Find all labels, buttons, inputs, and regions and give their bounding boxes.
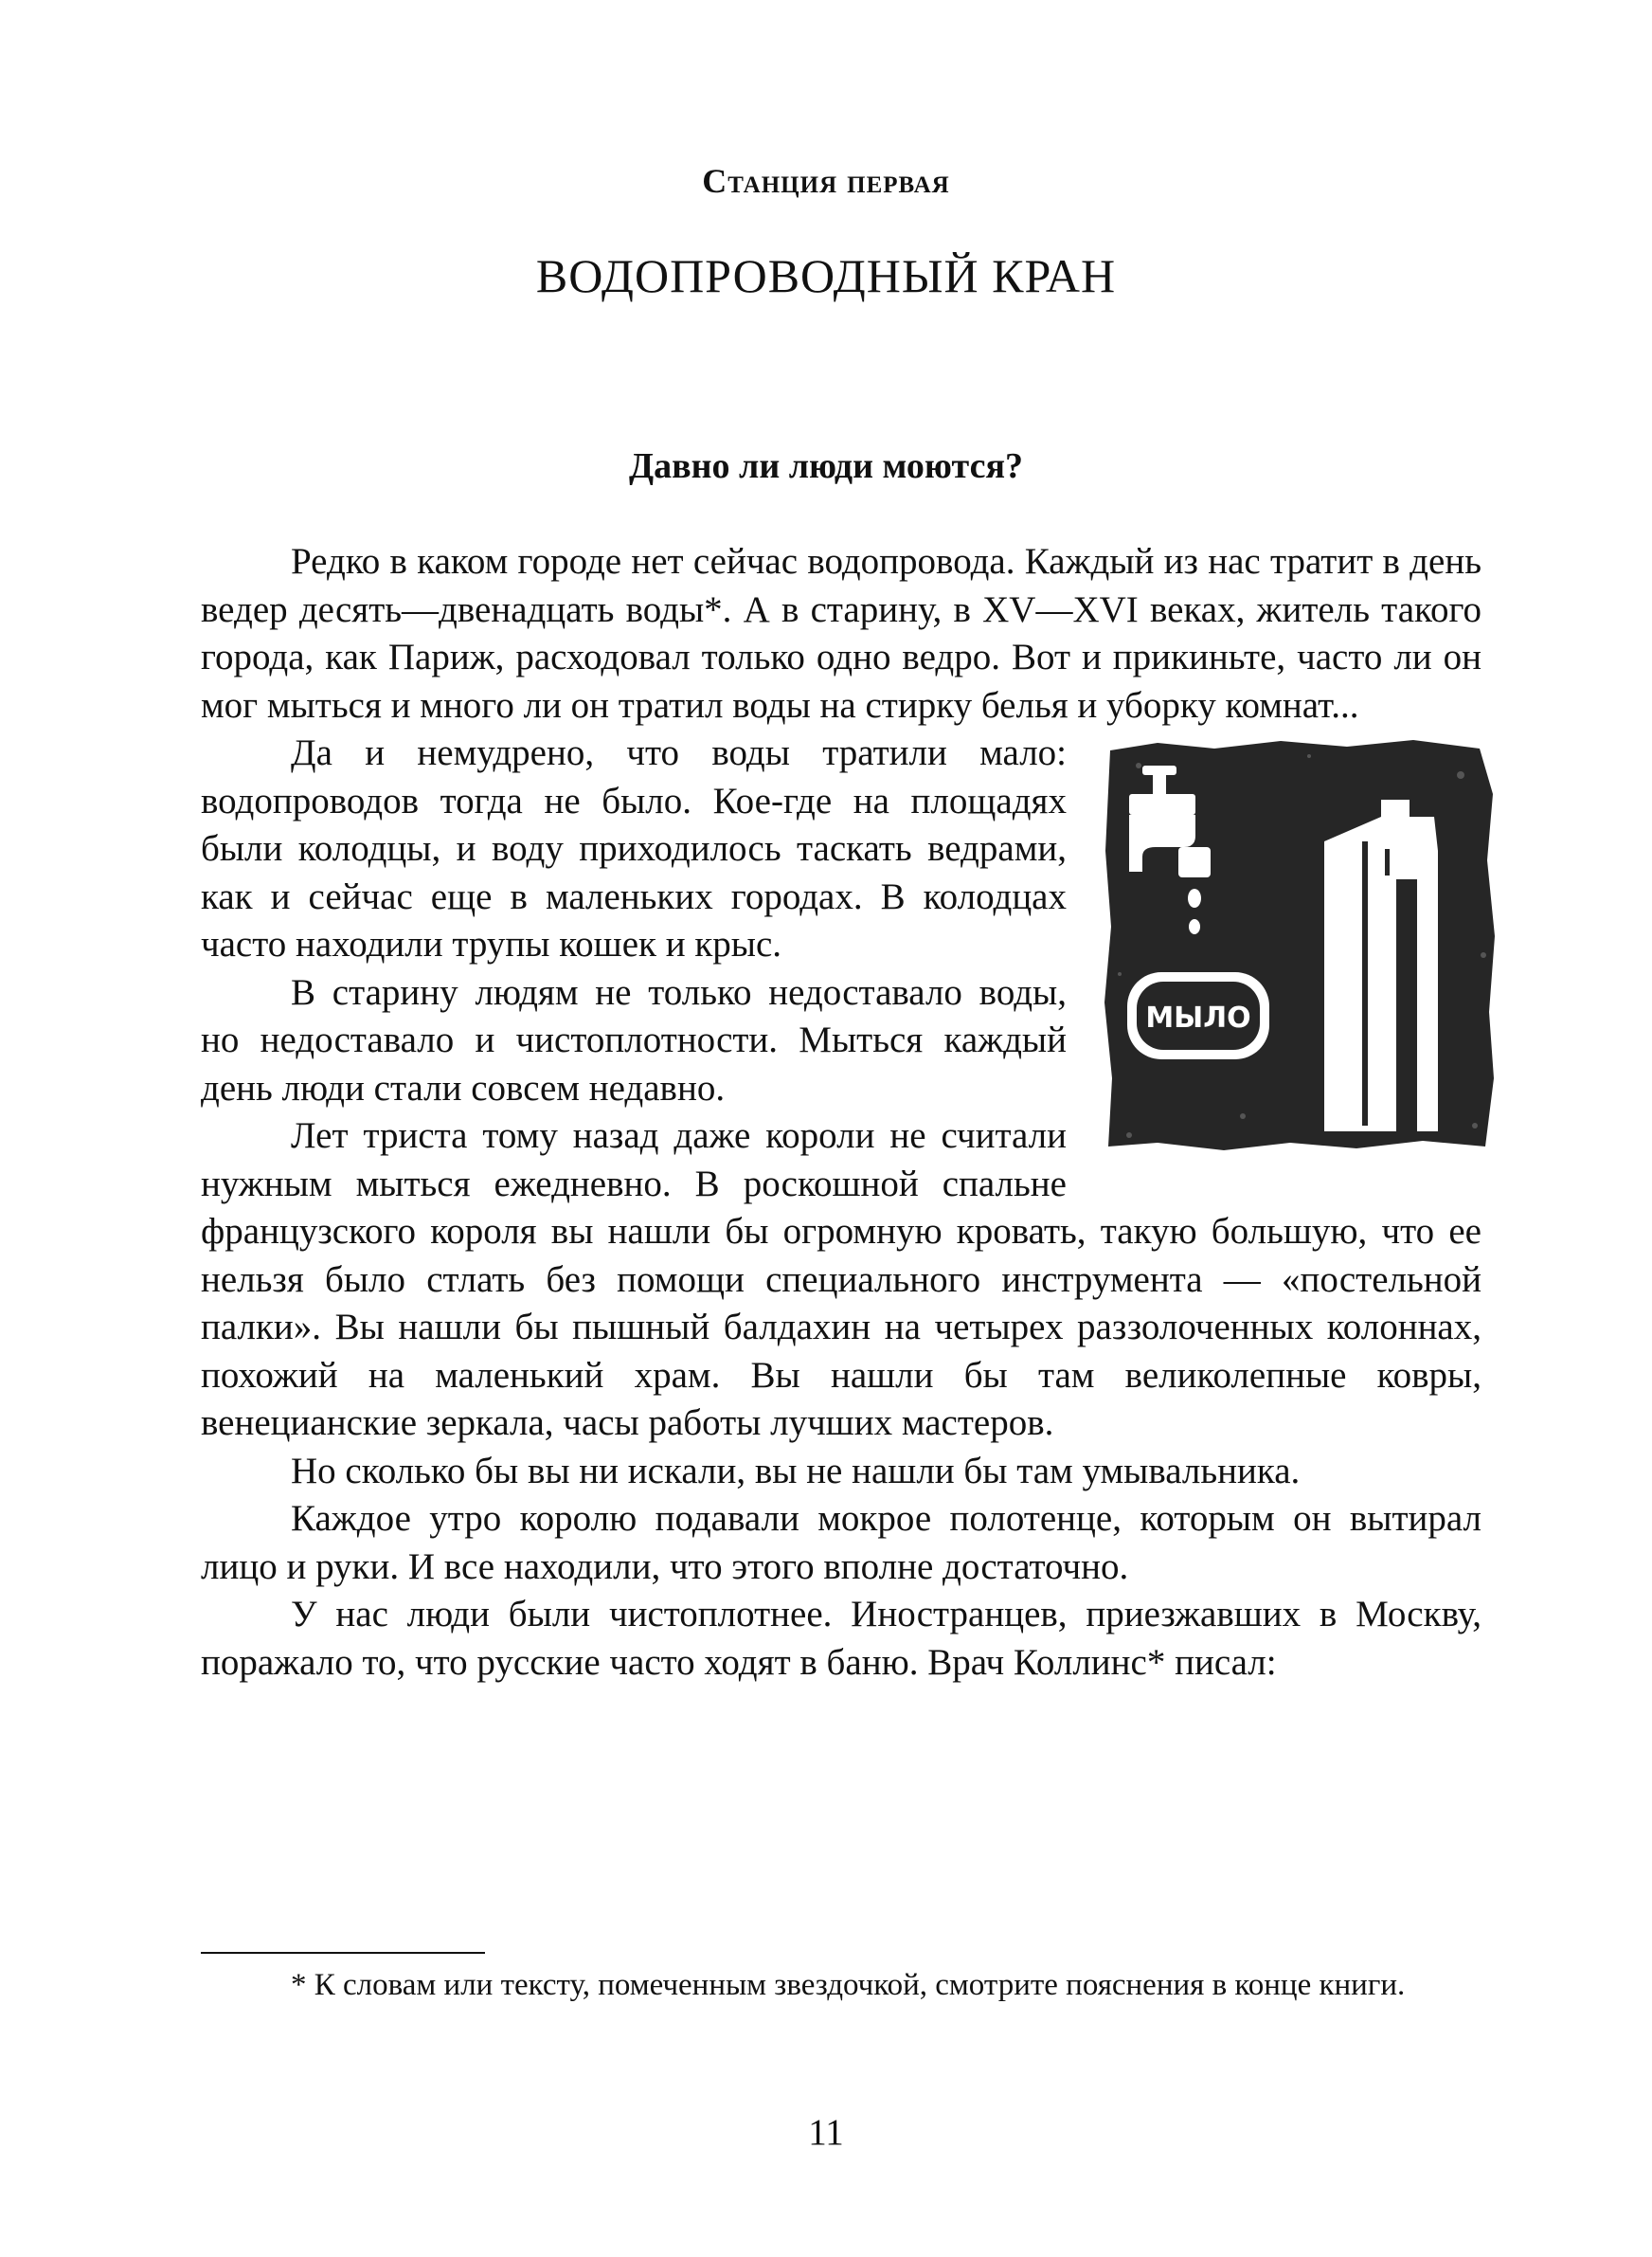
footnote-divider (201, 1952, 485, 1954)
paragraph: Лет триста тому назад даже короли не считали нужным мыться ежедневно. В роскошной спальне французского короля вы нашли бы огромную кровать, такую большую, что ее нельзя было стлать без помощи специального инструмента — «постельной палки». Вы нашли бы пышный балдахин на четырех раззолоченных колоннах, похожий на маленький храм. Вы нашли бы там великолепные ковры, венецианские зеркала, часы работы лучших мастеров. (201, 1115, 1481, 1443)
footnote: * К словам или тексту, помеченным звездочкой, смотрите пояснения в конце книги. (291, 1968, 1406, 2002)
faucet-soap-towel-icon (1101, 737, 1499, 1154)
paragraph: В старину людям не только недоставало воды, но недоставало и чистоплотности. Мыться каждый день люди стали совсем недавно. (201, 971, 1067, 1109)
paragraph: У нас люди были чистоплотнее. Иностранцев, приезжавших в Москву, поражало то, что русские часто ходят в баню. Врач Коллинс* писал: (201, 1594, 1481, 1683)
chapter-title: ВОДОПРОВОДНЫЙ КРАН (535, 249, 1117, 302)
station-title: Станция первая (702, 162, 950, 200)
section-heading: Давно ли люди моются? (628, 446, 1024, 486)
body-text (201, 538, 1481, 1687)
paragraph: Но сколько бы вы ни искали, вы не нашли бы там умывальника. (291, 1450, 1301, 1491)
paragraph: Редко в каком городе нет сейчас водопровода. Каждый из нас тратит в день ведер десять—двенадцать воды*. А в старину, в XV—XVI веках, житель такого города, как Париж, расходовал только одно ведро. Вот и прикиньте, часто ли он мог мыться и много ли он тратил воды на стирку белья и уборку комнат... (201, 541, 1481, 726)
paragraph: Да и немудрено, что воды тратили мало: водопроводов тогда не было. Кое-где на площадях были колодцы, и воду приходилось таскать ведрами, как и сейчас еще в маленьких городах. В колодцах часто находили трупы кошек и крыс. (201, 732, 1067, 965)
paragraph: Каждое утро королю подавали мокрое полотенце, которым он вытирал лицо и руки. И все находили, что этого вполне достаточно. (201, 1498, 1481, 1587)
soap-label: МЫЛО (1145, 1002, 1251, 1035)
page-number: 11 (808, 2112, 844, 2153)
